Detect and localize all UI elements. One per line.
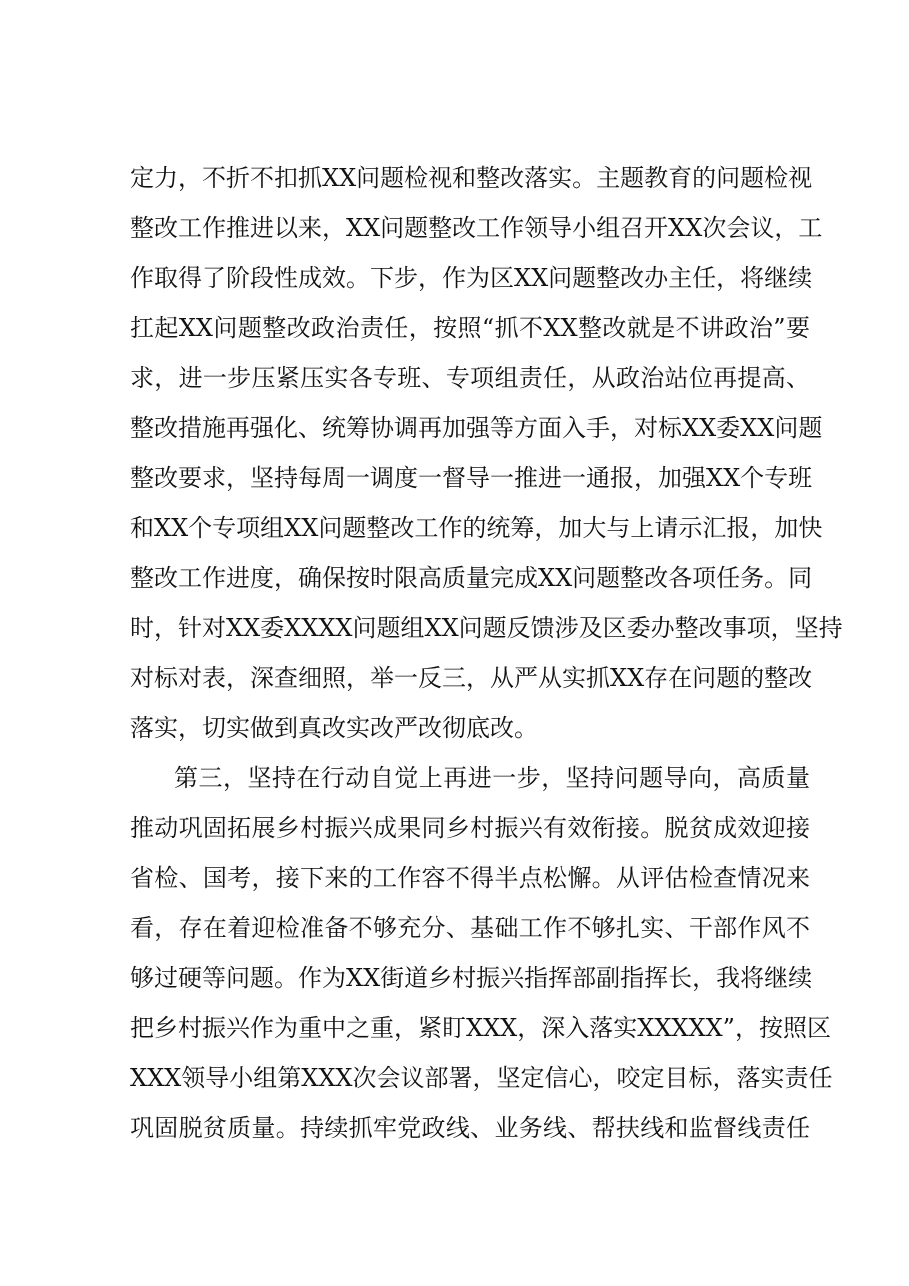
text-line: 够过硬等问题。作为XX街道乡村振兴指挥部副指挥长，我将继续 [130, 964, 813, 992]
text-line: 看，存在着迎检准备不够充分、基础工作不够扎实、干部作风不 [130, 914, 810, 942]
text-line: 省检、国考，接下来的工作容不得半点松懈。从评估检查情况来 [130, 864, 810, 892]
text-line: 时，针对XX委XXXX问题组XX问题反馈涉及区委办整改事项，坚持 [130, 614, 843, 642]
text-line: XXX领导小组第XXX次会议部署，坚定信心，咬定目标，落实责任 [130, 1064, 833, 1092]
text-line: 整改要求，坚持每周一调度一督导一推进一通报，加强XX个专班 [130, 464, 813, 492]
text-line: 整改工作推进以来，XX问题整改工作领导小组召开XX次会议，工 [130, 214, 823, 242]
text-line: 巩固脱贫质量。持续抓牢党政线、业务线、帮扶线和监督线责任 [130, 1114, 810, 1142]
text-line: 推动巩固拓展乡村振兴成果同乡村振兴有效衔接。脱贫成效迎接 [130, 814, 810, 842]
paragraph-start-line: 第三，坚持在行动自觉上再进一步，坚持问题导向，高质量 [174, 764, 810, 792]
text-line: 作取得了阶段性成效。下步，作为区XX问题整改办主任，将继续 [130, 264, 813, 292]
paragraph-end-line: 落实，切实做到真改实改严改彻底改。 [130, 714, 538, 742]
text-line: 定力，不折不扣抓XX问题检视和整改落实。主题教育的问题检视 [130, 164, 813, 192]
text-line: 扛起XX问题整改政治责任，按照“抓不XX整改就是不讲政治”要 [130, 314, 810, 342]
text-line: 把乡村振兴作为重中之重，紧盯XXX，深入落实XXXXX”，按照区 [130, 1014, 831, 1042]
text-line: 整改工作进度，确保按时限高质量完成XX问题整改各项任务。同 [130, 564, 813, 592]
text-line: 整改措施再强化、统筹协调再加强等方面入手，对标XX委XX问题 [130, 414, 823, 442]
text-line: 求，进一步压紧压实各专班、专项组责任，从政治站位再提高、 [130, 364, 810, 392]
text-line: 和XX个专项组XX问题整改工作的统筹，加大与上请示汇报，加快 [130, 514, 823, 542]
text-line: 对标对表，深查细照，举一反三，从严从实抓XX存在问题的整改 [130, 664, 813, 692]
